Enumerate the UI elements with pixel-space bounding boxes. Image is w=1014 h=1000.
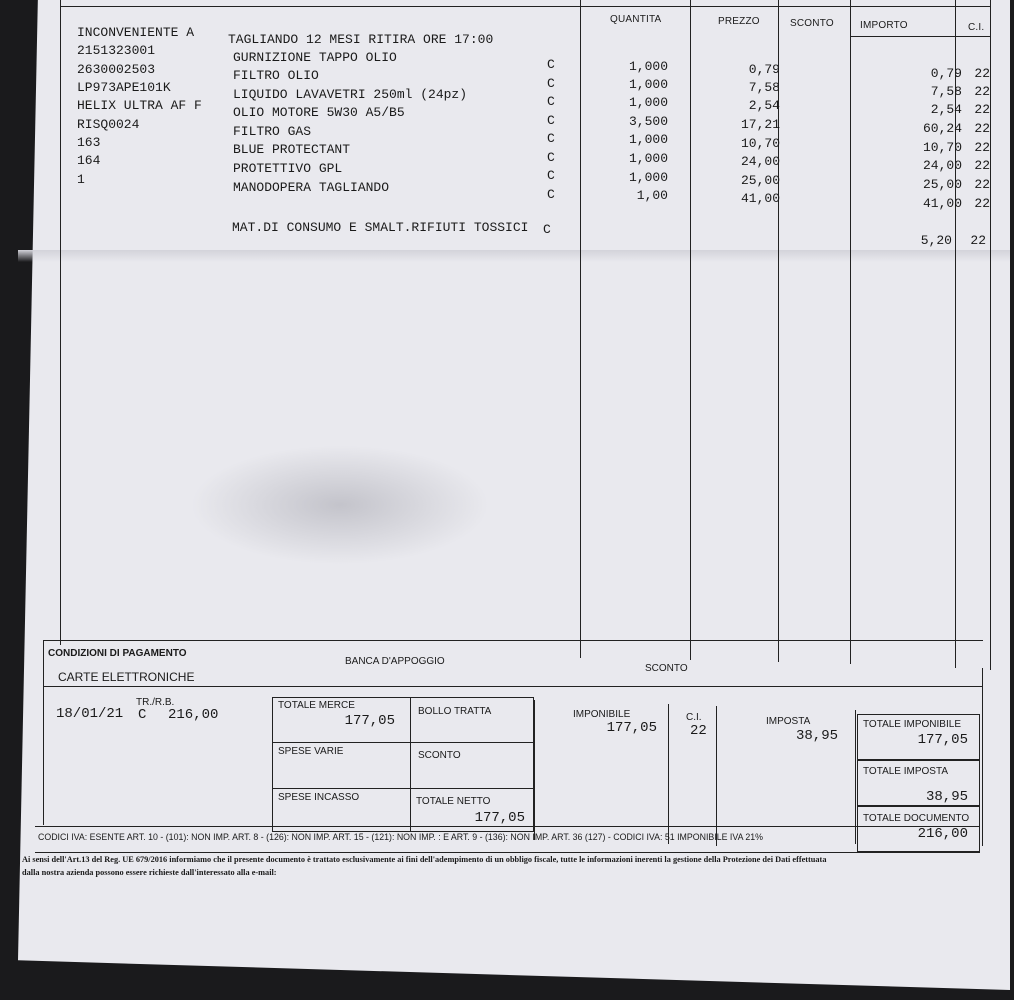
item-ci: 22 xyxy=(974,196,990,211)
imposta-value: 38,95 xyxy=(795,728,838,744)
item-qty: 1,000 xyxy=(628,132,668,147)
item-desc: PROTETTIVO GPL xyxy=(233,161,343,176)
item-ci: 22 xyxy=(974,140,990,155)
item-desc: BLUE PROTECTANT xyxy=(233,142,351,157)
item-amount: 0,79 xyxy=(930,66,962,81)
item-price: 25,00 xyxy=(740,173,780,188)
item-qty: 1,00 xyxy=(636,188,668,203)
item-flag: C xyxy=(547,150,555,165)
item-desc: LIQUIDO LAVAVETRI 250ml (24pz) xyxy=(233,87,468,102)
item-price: 0,79 xyxy=(748,62,780,77)
item-price: 7,58 xyxy=(748,80,780,95)
item-ci: 22 xyxy=(974,102,990,117)
item-flag: C xyxy=(547,168,555,183)
item-price: 2,54 xyxy=(748,98,780,113)
privacy-notice-line2: dalla nostra azienda possono essere richieste dall'interessato alla e-mail: xyxy=(22,868,277,877)
item-desc: FILTRO OLIO xyxy=(233,68,319,83)
item-ci: 22 xyxy=(974,66,990,81)
item-qty: 1,000 xyxy=(628,77,668,92)
item-code: 1 xyxy=(77,172,85,187)
header-quantita: QUANTITA xyxy=(610,14,662,25)
tot-imponibile-label: TOTALE IMPONIBILE xyxy=(863,719,961,730)
item-qty: 1,000 xyxy=(628,95,668,110)
totale-merce-label: TOTALE MERCE xyxy=(278,700,355,711)
col-sep-price xyxy=(690,0,691,660)
item-ci: 22 xyxy=(974,158,990,173)
spese-varie-label: SPESE VARIE xyxy=(278,746,344,757)
codici-iva: CODICI IVA: ESENTE ART. 10 - (101): NON IMP. ART. 8 - (126): NON IMP. ART. 15 - (121): NON IMP. : E ART. 9 - (136): NON IMP. ART. 36 (127) - CODICI IVA: 51 IMPONIBILE IVA 21% xyxy=(38,832,764,842)
iva-sep-2 xyxy=(668,704,669,844)
privacy-notice-line1: Ai sensi dell'Art.13 del Reg. UE 679/2016 informiamo che il presente documento è trattato esclusivamente ai fini dell'adempimento di un obbligo fiscale, tutte le informazioni inerenti la gestione della Protezione dei Dati effettuata xyxy=(22,855,827,864)
trrb-flag: C xyxy=(138,707,147,723)
item-code: HELIX ULTRA AF F xyxy=(77,98,202,113)
item-amount: 7,58 xyxy=(930,84,962,99)
item-flag: C xyxy=(547,94,555,109)
item-amount: 10,70 xyxy=(922,140,962,155)
iva-ci-label: C.I. xyxy=(686,712,702,723)
item-desc: OLIO MOTORE 5W30 A5/B5 xyxy=(233,105,405,120)
item-qty: 1,000 xyxy=(628,59,668,74)
extra-ci: 22 xyxy=(970,233,986,248)
imposta-label: IMPOSTA xyxy=(766,716,811,727)
header-sconto: SCONTO xyxy=(790,18,834,29)
header-importo: IMPORTO xyxy=(860,20,908,31)
iva-sep-4 xyxy=(855,710,856,844)
footer-top-rule xyxy=(43,640,983,641)
item-code: 163 xyxy=(77,135,101,150)
item-amount: 25,00 xyxy=(922,177,962,192)
totals-grid-sep xyxy=(410,697,411,832)
tot-imponibile-value: 177,05 xyxy=(917,732,968,748)
banca-label: BANCA D'APPOGGIO xyxy=(345,656,445,667)
totale-merce-value: 177,05 xyxy=(344,713,395,729)
item-desc: GURNIZIONE TAPPO OLIO xyxy=(233,50,397,65)
item-desc: FILTRO GAS xyxy=(233,124,312,139)
item-price: 41,00 xyxy=(740,191,780,206)
item-ci: 22 xyxy=(974,121,990,136)
sconto-label: SCONTO xyxy=(645,663,688,674)
item-price: 17,21 xyxy=(740,117,780,132)
col-sep-ci xyxy=(955,0,956,668)
header-prezzo: PREZZO xyxy=(718,16,760,27)
bollo-label: BOLLO TRATTA xyxy=(418,706,492,717)
extra-flag: C xyxy=(543,222,551,237)
item-price: 24,00 xyxy=(740,154,780,169)
item-qty: 1,000 xyxy=(628,170,668,185)
item-code: LP973APE101K xyxy=(77,80,171,95)
title-desc: TAGLIANDO 12 MESI RITIRA ORE 17:00 xyxy=(228,32,494,47)
col-sep-amount xyxy=(850,0,851,664)
extra-amount: 5,20 xyxy=(920,233,952,248)
trrb-amount: 216,00 xyxy=(168,707,219,723)
item-flag: C xyxy=(547,57,555,72)
paper-fold xyxy=(18,250,1010,262)
iva-sep-3 xyxy=(716,706,717,846)
item-code: 2151323001 xyxy=(77,43,156,58)
item-qty: 3,500 xyxy=(628,114,668,129)
item-ci: 22 xyxy=(974,177,990,192)
codici-rule xyxy=(35,852,980,853)
sconto2-label: SCONTO xyxy=(418,750,461,761)
item-desc: MANODOPERA TAGLIANDO xyxy=(233,180,390,195)
totals-grid-rule1 xyxy=(272,742,534,743)
item-flag: C xyxy=(547,76,555,91)
iva-ci-value: 22 xyxy=(690,723,707,739)
item-flag: C xyxy=(547,187,555,202)
item-code: RISQ0024 xyxy=(77,117,140,132)
item-code: 2630002503 xyxy=(77,62,156,77)
item-amount: 41,00 xyxy=(922,196,962,211)
imponibile-value: 177,05 xyxy=(606,720,657,736)
table-right-border xyxy=(990,0,991,670)
iva-sep-1 xyxy=(534,700,535,840)
item-ci: 22 xyxy=(974,84,990,99)
tot-documento-label: TOTALE DOCUMENTO xyxy=(863,813,970,824)
totale-netto-label: TOTALE NETTO xyxy=(416,796,491,807)
spese-incasso-label: SPESE INCASSO xyxy=(278,792,360,803)
footer-left-border xyxy=(43,640,44,825)
footer-right-border xyxy=(982,668,983,846)
table-left-border xyxy=(60,0,61,645)
item-flag: C xyxy=(547,131,555,146)
totals-grid-rule2 xyxy=(272,788,534,789)
extra-desc: MAT.DI CONSUMO E SMALT.RIFIUTI TOSSICI xyxy=(232,220,529,235)
item-amount: 60,24 xyxy=(922,121,962,136)
tot-imposta-label: TOTALE IMPOSTA xyxy=(863,766,949,777)
condizioni-value: CARTE ELETTRONICHE xyxy=(58,670,195,684)
col-sep-qty xyxy=(580,0,581,658)
header-underline xyxy=(850,36,990,37)
header-rule xyxy=(580,6,990,7)
totale-netto-value: 177,05 xyxy=(474,810,525,826)
footer-mid-rule xyxy=(43,686,983,687)
item-amount: 2,54 xyxy=(930,102,962,117)
trrb-label: TR./R.B. xyxy=(136,697,175,708)
payment-date: 18/01/21 xyxy=(56,706,124,722)
condizioni-label: CONDIZIONI DI PAGAMENTO xyxy=(48,648,187,659)
header-ci: C.I. xyxy=(968,22,985,33)
item-code: 164 xyxy=(77,153,101,168)
item-flag: C xyxy=(547,113,555,128)
item-amount: 24,00 xyxy=(922,158,962,173)
title-code: INCONVENIENTE A xyxy=(77,25,195,40)
tot-imposta-value: 38,95 xyxy=(925,789,968,805)
item-price: 10,70 xyxy=(740,136,780,151)
imponibile-label: IMPONIBILE xyxy=(573,709,631,720)
paper-stain xyxy=(190,445,490,565)
item-qty: 1,000 xyxy=(628,151,668,166)
tot-documento-value: 216,00 xyxy=(917,826,968,842)
